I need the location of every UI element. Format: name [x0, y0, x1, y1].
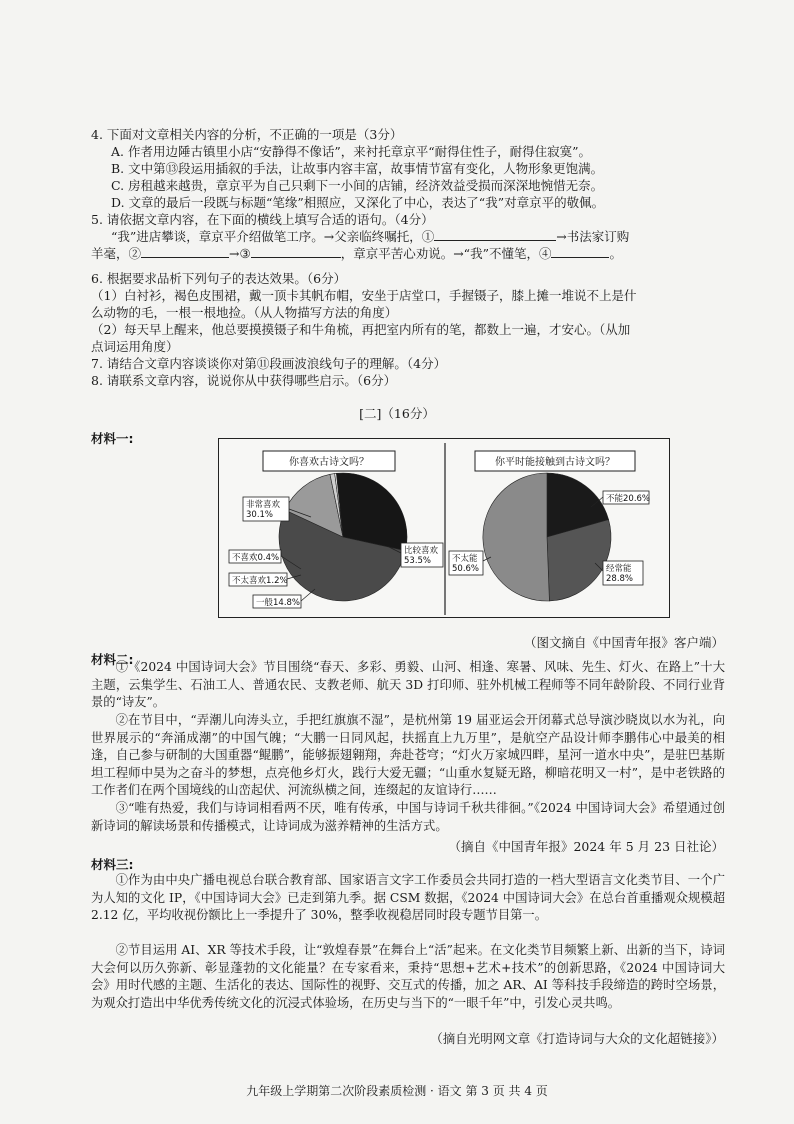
q6-sub2-line2: 点词运用角度） [91, 339, 179, 354]
q6-sub1-line2: 么动物的毛，一根一根地捡。（从人物描写方法的角度） [91, 305, 398, 320]
chart1-label-1-line-1: 53.5% [404, 556, 432, 566]
q5-blank-2[interactable] [141, 245, 229, 258]
material3-label: 材料三: [91, 857, 134, 872]
q5-blank-1[interactable] [434, 228, 556, 241]
chart2-label-1-line-1: 28.8% [606, 574, 634, 584]
q5-line-2 [91, 245, 622, 262]
material3-paragraph-1: ①作为由中央广播电视总台联合教育部、国家语言文字工作委员会共同打造的一档大型语言文化类节目、一个广为人知的文化 IP，《中国诗词大会》已走到第九季。据 CSM 数据，《2024 中国诗词大会》在总台首重播观众规模超 2.12 亿，平均收视份额比上一季提升了 30%，整季收视稳居同时段专题节目第一。 [91, 873, 725, 922]
chart1-label-1-line-0: 比较喜欢 [404, 546, 439, 556]
chart2-slice-2 [483, 473, 550, 601]
q5-stem: 5. 请依据文章内容，在下面的横线上填写合适的语句。（4分） [91, 212, 434, 227]
material3-source: （摘自光明网文章《打造诗词与大众的文化超链接》） [430, 1031, 724, 1046]
q5-blank-3[interactable] [251, 245, 341, 258]
chart1-label-0-line-1: 30.1% [246, 510, 274, 520]
page-footer: 九年级上学期第二次阶段素质检测 · 语文 第 3 页 共 4 页 [246, 1084, 548, 1098]
q5-line-2-text-c: ，章京平苦心劝说。→“我”不懂笔，④ [340, 246, 552, 261]
chart1-label-4: 不喜欢0.4% [232, 553, 280, 563]
q4-option-c: C. 房租越来越贵，章京平为自己只剩下一小间的店铺，经济效益受损而深深地惋惜无奈。 [111, 178, 604, 193]
chart2-label-0: 不能20.6% [606, 494, 651, 504]
q5-line-2-text-a: 羊毫，② [91, 246, 142, 261]
material2-label: 材料二: [91, 652, 134, 667]
q6-stem: 6. 根据要求品析下列句子的表达效果。（6分） [91, 271, 347, 286]
q4-option-b: B. 文中第⑬段运用插叙的手法，让故事内容丰富，故事情节富有变化，人物形象更饱满。 [111, 161, 604, 176]
chart2-label-2-line-0: 不太能 [452, 554, 478, 564]
q4-option-d: D. 文章的最后一段既与标题“笔缘”相照应，又深化了中心，表达了“我”对章京平的敬佩。 [111, 195, 605, 210]
q5-line-1-text-a: “我”进店攀谈，章京平介绍做笔工序。→父亲临终嘱托，① [111, 229, 435, 244]
q5-line-1 [111, 228, 629, 245]
section-two-title: [二]（16分） [359, 406, 435, 421]
q6-sub1-line1: （1）白衬衫，褐色皮围裙，戴一顶卡其帆布帽，安坐于店堂口，手握镊子，膝上摊一堆说不上是什 [91, 288, 637, 303]
chart1-title: 你喜欢古诗文吗？ [289, 457, 369, 468]
chart1-label-3: 不太喜欢1.2% [232, 576, 288, 586]
q5-blank-4[interactable] [551, 245, 609, 258]
material2-paragraph-3: ③“唯有热爱，我们与诗词相看两不厌，唯有传承，中国与诗词千秋共徘徊。”《2024 中国诗词大会》希望通过创新诗词的解读场景和传播模式，让诗词成为滋养精神的生活方式。 [91, 801, 725, 833]
chart2-title: 你平时能接触到古诗文吗？ [495, 457, 615, 468]
chart1-label-0-line-0: 非常喜欢 [246, 500, 281, 510]
material1-label: 材料一: [91, 431, 134, 446]
q7-stem: 7. 请结合文章内容谈谈你对第⑪段画波浪线句子的理解。（4分） [91, 356, 447, 371]
material2-source: （摘自《中国青年报》2024 年 5 月 23 日社论） [448, 839, 724, 854]
survey-charts-svg [219, 439, 671, 619]
material2-paragraph-2: ②在节目中，“弄潮儿向涛头立，手把红旗旗不湿”，是杭州第 19 届亚运会开闭幕式总导演沙晓岚以水为礼，向世界展示的“奔涌成潮”的中国气魄；“大鹏一日同风起，扶摇直上九万里”，是航空产品设计师李鹏伟心中最美的相逢，自己参与研制的大国重器“鲲鹏”，能够振翅翱翔，奔赴苍穹；“灯火万家城四畔，星河一道水中央”，是驻巴基斯坦工程师中昊为之奋斗的梦想，点亮他乡灯火，践行大爱无疆；“山重水复疑无路，柳暗花明又一村”，是中老铁路的工作者们在两个国境线的山峦起伏、河流纵横之间，连缀起的友谊诗行…… [91, 713, 725, 797]
q5-line-2-text-b: →③ [229, 246, 251, 261]
q8-stem: 8. 请联系文章内容，说说你从中获得哪些启示。（6分） [91, 373, 397, 388]
q5-line-2-text-d: 。 [609, 246, 622, 261]
chart1-pie [279, 473, 407, 601]
q6-sub2-line1: （2）每天早上醒来，他总要摸摸镊子和牛角梳，再把室内所有的笔，都数上一遍，才安心。（从加 [91, 322, 631, 337]
material1-source: （图文摘自《中国青年报》客户端） [523, 635, 724, 650]
material2-paragraph-1: ①《2024 中国诗词大会》节目围绕“春天、多彩、勇毅、山河、相逢、寒暑、风味、先生、灯火、在路上”十大主题，云集学生、石油工人、普通农民、支教老师、航天 3D 打印师、驻外机械工程师等不同年龄阶段、不同行业背景的“诗友”。 [91, 660, 725, 709]
q4-stem: 4. 下面对文章相关内容的分析，不正确的一项是（3分） [91, 127, 403, 142]
q4-option-a: A. 作者用边陲古镇里小店“安静得不像话”，来衬托章京平“耐得住性子，耐得住寂寞”。 [111, 144, 592, 159]
chart2-label-2-line-1: 50.6% [452, 564, 480, 574]
chart2-pie [483, 473, 611, 601]
chart2-label-1-line-0: 经常能 [606, 564, 632, 574]
chart1-label-2: 一般14.8% [256, 598, 301, 608]
material3-paragraph-2: ②节目运用 AI、XR 等技术手段，让“敦煌春景”在舞台上“活”起来。在文化类节目频繁上新、出新的当下，诗词大会何以历久弥新、彰显蓬勃的文化能量？在专家看来，秉持“思想+艺术+技术”的创新思路，《2024 中国诗词大会》用时代感的主题、生活化的表达、国际性的视野、交互式的传播，加之 AR、AI 等科技手段缔造的跨时空场景，为观众打造出中华优秀传统文化的沉浸式体验场，在历史与当下的“一眼千年”中，引发心灵共鸣。 [91, 943, 725, 1010]
q5-line-1-text-b: →书法家订购 [556, 229, 630, 244]
survey-figure [218, 438, 670, 618]
